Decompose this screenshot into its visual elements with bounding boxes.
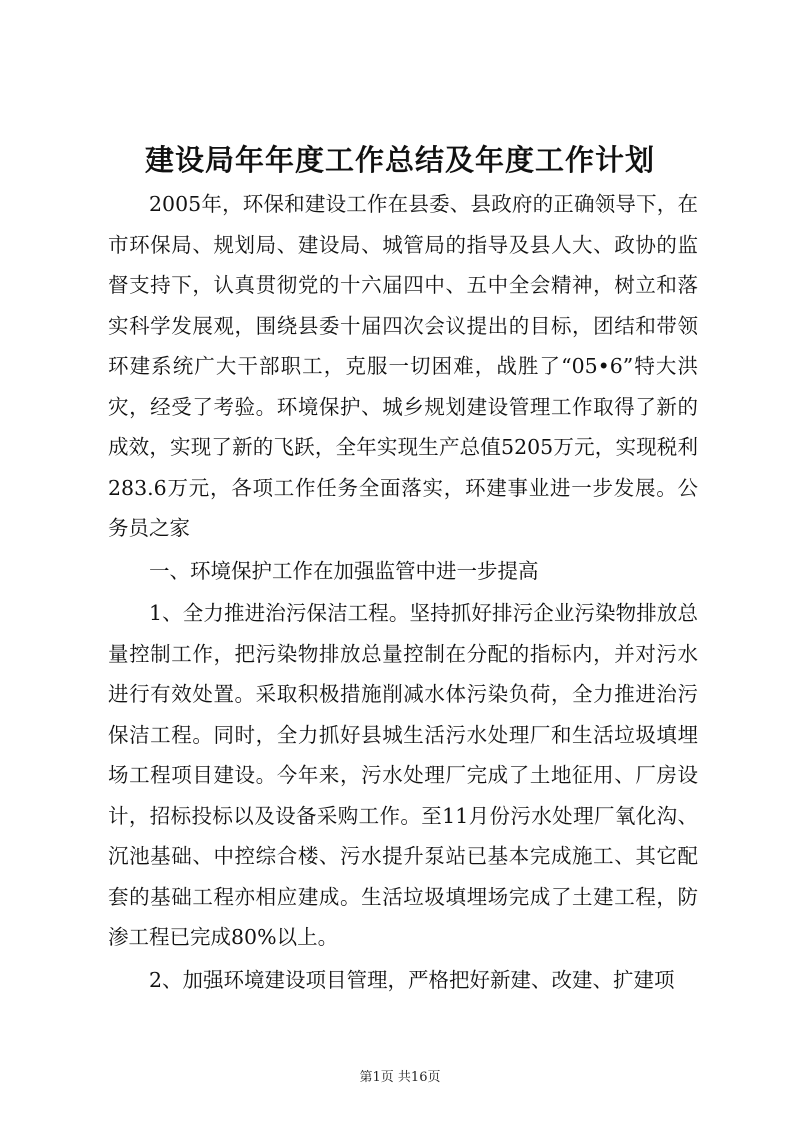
document-title: 建设局年年度工作总结及年度工作计划 [144,143,655,177]
paragraph-item-2: 2、加强环境建设项目管理，严格把好新建、改建、扩建项 [149,967,675,992]
document-body [108,184,698,1000]
page-footer [0,1068,800,1088]
paragraph-intro: 2005年，环保和建设工作在县委、县政府的正确领导下，在市环保局、规划局、建设局、城管局的指导及县人大、政协的监督支持下，认真贯彻党的十六届四中、五中全会精神，树立和落实科学发展观，围绕县委十届四次会议提出的目标，团结和带领环建系统广大干部职工，克服一切困难，战胜了“05•6”特大洪灾，经受了考验。环境保护、城乡规划建设管理工作取得了新的成效，实现了新的飞跃，全年实现生产总值5205万元，实现税利283.6万元，各项工作任务全面落实，环建事业进一步发展。公务员之家 [108,192,698,540]
section-heading-environment: 一、环境保护工作在加强监管中进一步提高 [149,558,539,583]
paragraph-item-1: 1、全力推进治污保洁工程。坚持抓好排污企业污染物排放总量控制工作，把污染物排放总量控制在分配的指标内，并对污水进行有效处置。采取积极措施削减水体污染负荷，全力推进治污保洁工程。同时，全力抓好县城生活污水处理厂和生活垃圾填埋场工程项目建设。今年来，污水处理厂完成了土地征用、厂房设计，招标投标以及设备采购工作。至11月份污水处理厂氧化沟、沉池基础、中控综合楼、污水提升泵站已基本完成施工、其它配套的基础工程亦相应建成。生活垃圾填埋场完成了土建工程，防渗工程已完成80%以上。 [108,601,698,949]
page-number-label: 第1页 共16页 [359,1070,441,1085]
